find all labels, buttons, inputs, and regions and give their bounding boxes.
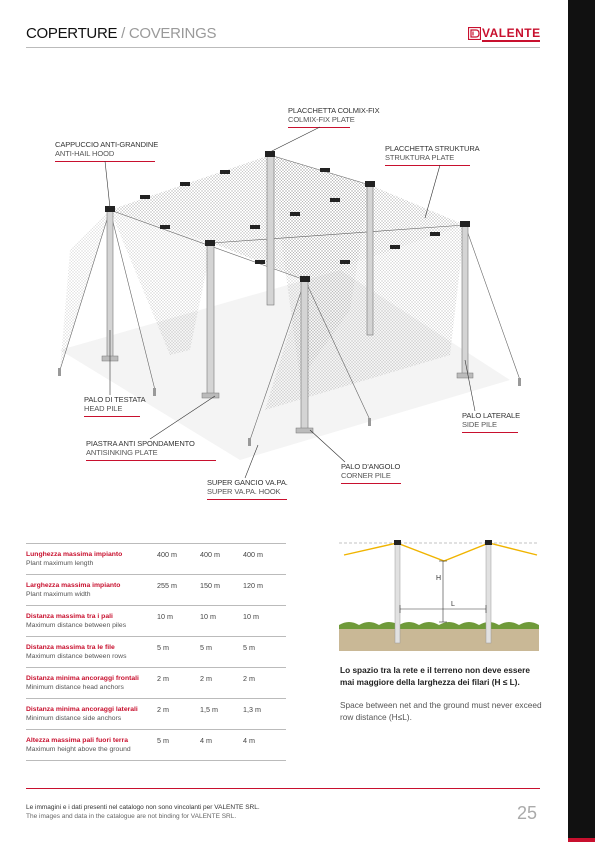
title-separator: / <box>117 25 129 42</box>
spec-label-english: Minimum distance side anchors <box>26 715 122 722</box>
spec-label-italian: Distanza massima tra le file <box>26 644 115 651</box>
spec-value: 400 m <box>200 544 243 575</box>
spec-value: 400 m <box>157 544 200 575</box>
spec-value: 120 m <box>243 575 286 606</box>
note-english: Space between net and the ground must never exceed row distance (H≤L). <box>340 700 542 722</box>
spec-label-english: Plant maximum length <box>26 560 94 567</box>
spec-value: 10 m <box>243 606 286 637</box>
spec-label-italian: Distanza massima tra i pali <box>26 613 113 620</box>
table-row <box>26 606 286 637</box>
note-italian: Lo spazio tra la rete e il terreno non deve essere mai maggiore della larghezza dei filari (H ≤ L). <box>340 665 530 687</box>
table-row <box>26 575 286 606</box>
table-row <box>26 668 286 699</box>
spec-value: 400 m <box>243 544 286 575</box>
spec-value: 1,3 m <box>243 699 286 730</box>
table-row <box>26 699 286 730</box>
label-antisinking-plate: PIASTRA ANTI SPONDAMENTO ANTISINKING PLATE <box>86 439 195 457</box>
footer-disclaimer-english: The images and data in the catalogue are not binding for VALENTE SRL. <box>26 813 237 820</box>
spec-label <box>26 637 157 668</box>
spec-label-italian: Distanza minima ancoraggi frontali <box>26 675 139 682</box>
footer-divider <box>26 788 540 789</box>
label-struktura-plate: PLACCHETTA STRUKTURA STRUKTURA PLATE <box>385 144 480 162</box>
spec-label <box>26 575 157 606</box>
spec-value: 2 m <box>157 699 200 730</box>
spec-value: 10 m <box>200 606 243 637</box>
spec-label <box>26 699 157 730</box>
label-colmix-plate: PLACCHETTA COLMIX-FIX COLMIX-FIX PLATE <box>288 106 380 124</box>
spec-value: 2 m <box>200 668 243 699</box>
brand-name: VALENTE <box>482 26 541 40</box>
spec-value: 2 m <box>243 668 286 699</box>
spec-value: 1,5 m <box>200 699 243 730</box>
spec-value: 150 m <box>200 575 243 606</box>
table-row <box>26 637 286 668</box>
spec-label <box>26 606 157 637</box>
spec-label <box>26 668 157 699</box>
spec-value: 4 m <box>200 730 243 761</box>
footer-disclaimer-italian: Le immagini e i dati presenti nel catalogo non sono vincolanti per VALENTE SRL. <box>26 804 260 811</box>
spec-value: 5 m <box>243 637 286 668</box>
spec-value: 255 m <box>157 575 200 606</box>
specs-table <box>26 543 286 761</box>
spec-label-italian: Larghezza massima impianto <box>26 582 121 589</box>
title-english: COVERINGS <box>128 25 217 42</box>
spec-label-italian: Distanza minima ancoraggi laterali <box>26 706 138 713</box>
net-height-diagram <box>339 533 539 651</box>
spec-label-english: Maximum distance between piles <box>26 622 127 629</box>
table-row <box>26 544 286 575</box>
spec-label-english: Maximum distance between rows <box>26 653 127 660</box>
spec-value: 2 m <box>157 668 200 699</box>
label-side-pile: PALO LATERALE SIDE PILE <box>462 411 521 429</box>
label-super-hook: SUPER GANCIO VA.PA. SUPER VA.PA. HOOK <box>207 478 288 496</box>
page-number: 25 <box>517 803 538 823</box>
spec-label <box>26 730 157 761</box>
spec-value: 10 m <box>157 606 200 637</box>
title-italian: COPERTURE <box>26 25 118 42</box>
spec-label-italian: Lunghezza massima impianto <box>26 551 123 558</box>
spec-value: 5 m <box>157 730 200 761</box>
spec-value: 5 m <box>157 637 200 668</box>
spec-label-english: Minimum distance head anchors <box>26 684 124 691</box>
h-dimension-label: H <box>436 575 442 582</box>
l-dimension-label: L <box>451 601 455 608</box>
spec-label-english: Plant maximum width <box>26 591 91 598</box>
spec-value: 4 m <box>243 730 286 761</box>
spec-value: 5 m <box>200 637 243 668</box>
label-anti-hail-hood: CAPPUCCIO ANTI-GRANDINE ANTI-HAIL HOOD <box>55 140 159 158</box>
label-corner-pile: PALO D'ANGOLO CORNER PILE <box>341 462 401 480</box>
table-row <box>26 730 286 761</box>
label-head-pile: PALO DI TESTATA HEAD PILE <box>84 395 146 413</box>
spec-label-english: Maximum height above the ground <box>26 746 131 753</box>
spec-label-italian: Altezza massima pali fuori terra <box>26 737 128 744</box>
spec-label <box>26 544 157 575</box>
